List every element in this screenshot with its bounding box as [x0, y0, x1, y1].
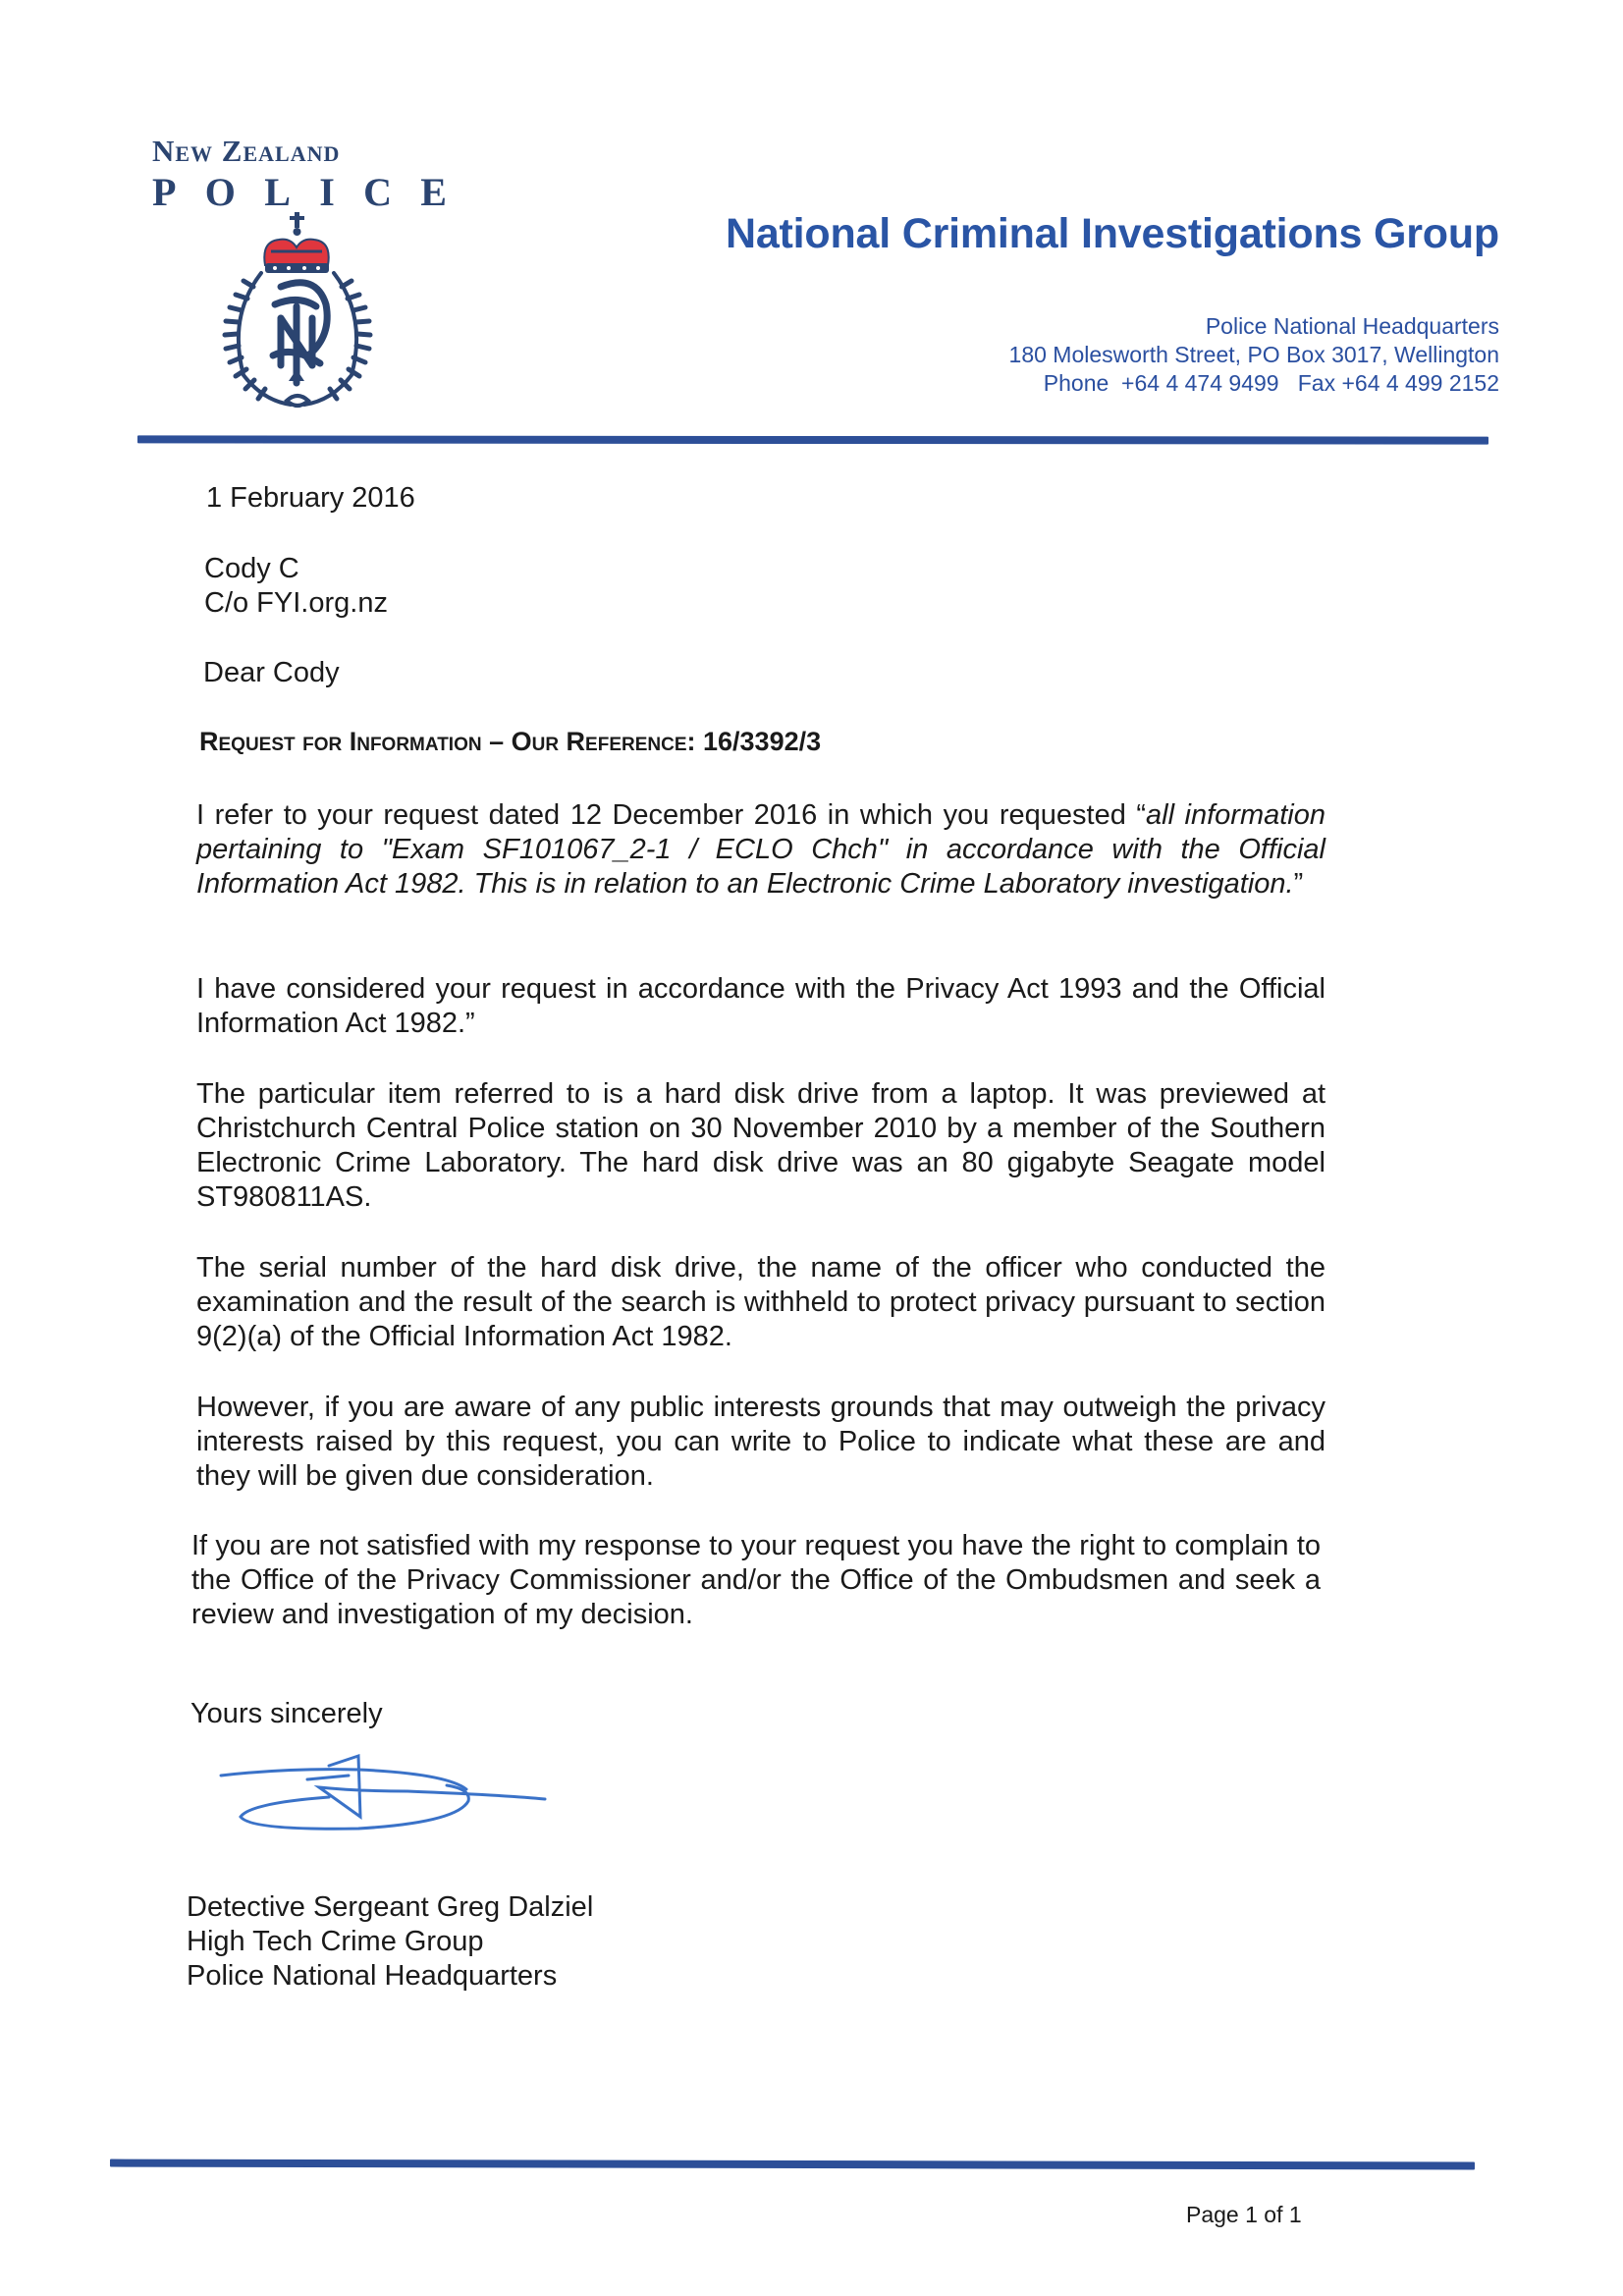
recipient-name: Cody C [204, 553, 299, 584]
address-line: Police National Headquarters [1205, 313, 1499, 339]
group-title: National Criminal Investigations Group [725, 210, 1499, 257]
police-letter: O [204, 170, 236, 214]
reference-number: 16/3392/3 [703, 727, 822, 756]
footer-divider [110, 2159, 1475, 2170]
signatory-unit: High Tech Crime Group [187, 1926, 484, 1957]
police-letter: C [363, 170, 392, 214]
request-intro: I refer to your request dated 12 December 2016 in which you requested “ [196, 799, 1147, 831]
contact-line: Phone +64 4 474 9499 Fax +64 4 499 2152 [1043, 370, 1499, 396]
nz-police-crest-icon [214, 208, 381, 414]
police-letter: E [420, 170, 447, 214]
subject-label: Request for Information – Our Reference: [199, 727, 703, 756]
recipient-care-of: C/o FYI.org.nz [204, 587, 388, 619]
paragraph-complaint-rights: If you are not satisfied with my response to your request you have the right to complain to the Office of the Privacy Commissioner and/or the Office of the Ombudsmen and seek a review and investigation of my decision. [191, 1530, 1321, 1630]
page-number: Page 1 of 1 [1186, 2202, 1302, 2227]
letter-date: 1 February 2016 [206, 482, 415, 514]
org-name-new-zealand: New Zealand [152, 134, 341, 168]
closing: Yours sincerely [190, 1698, 383, 1729]
signatory-name: Detective Sergeant Greg Dalziel [187, 1891, 594, 1923]
police-letter: L [264, 170, 291, 214]
police-letter: P [152, 170, 177, 214]
letterhead-address [1009, 312, 1499, 398]
salutation: Dear Cody [203, 657, 340, 688]
request-quote: all information pertaining to "Exam SF101067_2-1 / ECLO Chch" in accordance with the Official Information Act 1982. This is in relation to an Electronic Crime Laboratory investigation. [196, 799, 1326, 900]
paragraph-item-details: The particular item referred to is a hard disk drive from a laptop. It was previewed at Christchurch Central Police station on 30 November 2010 by a member of the Southern Electronic Crime Laboratory. The hard disk drive was an 80 gigabyte Seagate model ST980811AS. [196, 1078, 1325, 1213]
subject-line [199, 727, 821, 757]
signatory-block [187, 1890, 593, 1994]
signatory-office: Police National Headquarters [187, 1960, 558, 1992]
paragraph-public-interest: However, if you are aware of any public interests grounds that may outweigh the privacy interests raised by this request, you can write to Police to indicate what these are and they will be given due consideration. [196, 1392, 1325, 1492]
paragraph-considered: I have considered your request in accordance with the Privacy Act 1993 and the Official Information Act 1982.” [196, 973, 1325, 1039]
paragraph-withheld: The serial number of the hard disk drive, the name of the officer who conducted the examination and the result of the search is withheld to protect privacy pursuant to section 9(2)(a) of the Official Information Act 1982. [196, 1252, 1325, 1352]
paragraph-request [196, 798, 1325, 902]
recipient-block [204, 552, 388, 621]
police-letter: I [319, 170, 335, 214]
request-quote-close: ” [1293, 868, 1304, 900]
address-line: 180 Molesworth Street, PO Box 3017, Wellington [1008, 342, 1499, 367]
handwritten-signature-icon [211, 1748, 574, 1856]
header-divider [137, 435, 1488, 444]
